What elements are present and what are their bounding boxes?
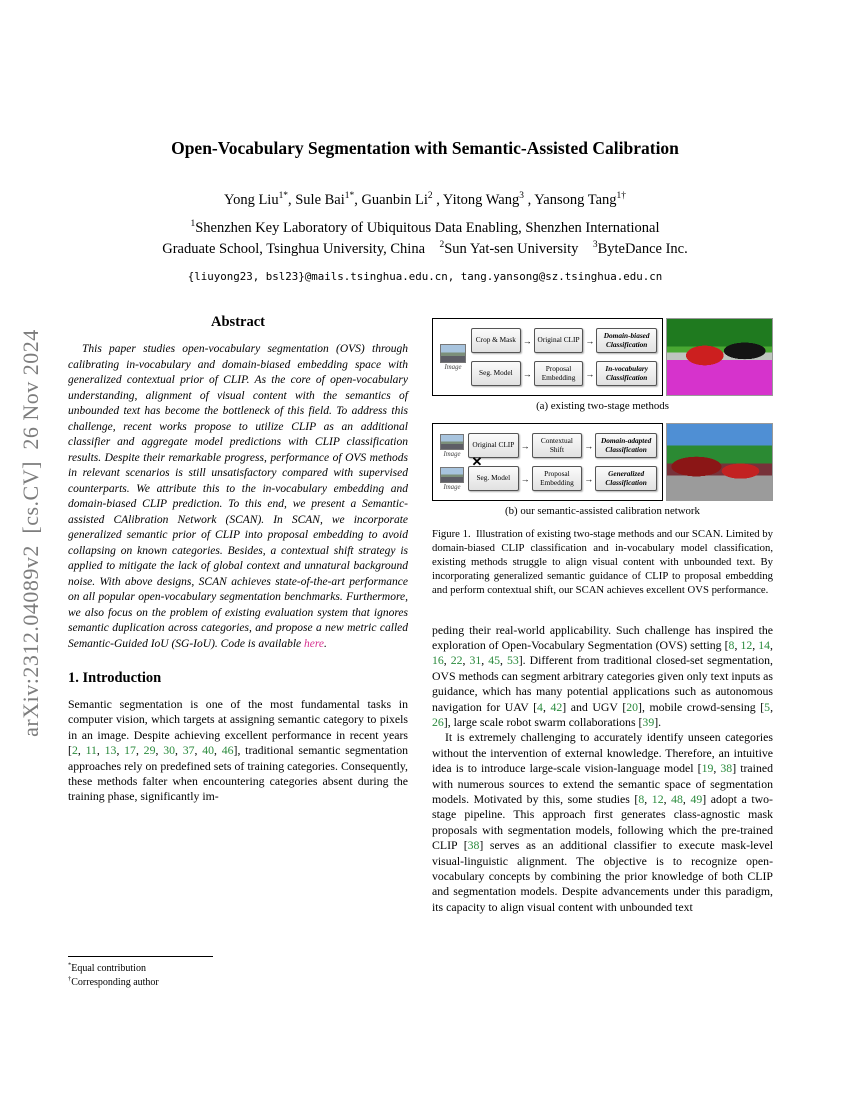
citation-link[interactable]: 53: [506, 653, 519, 668]
arrow-right-icon: →: [584, 440, 594, 451]
footnote-corresponding-author: †Corresponding author: [68, 975, 159, 988]
citation-link[interactable]: 38: [720, 761, 733, 776]
citation-link[interactable]: 14: [758, 637, 771, 652]
input-image-block: [438, 344, 468, 371]
citation-link[interactable]: 39: [642, 714, 655, 729]
hyperlink[interactable]: here: [304, 637, 325, 650]
input-image-thumbnail: [440, 434, 464, 450]
segmentation-result-b: [666, 423, 773, 501]
arxiv-watermark: arXiv:2312.04089v2 [cs.CV] 26 Nov 2024: [18, 329, 43, 737]
citation-link[interactable]: 45: [488, 653, 500, 668]
flow-row-seg-path: [471, 361, 657, 386]
paper-header: [0, 138, 850, 283]
in-vocabulary-classification-box: In-vocabulary Classification: [596, 361, 657, 386]
citation-link[interactable]: 37: [182, 743, 195, 758]
citation-link[interactable]: 20: [626, 699, 639, 714]
citation-link[interactable]: 5: [764, 699, 771, 714]
flow-row-clip-path: [471, 328, 657, 353]
arrow-right-icon: →: [585, 368, 595, 379]
citation-link[interactable]: 19: [701, 761, 714, 776]
paper-title: Open-Vocabulary Segmentation with Semantic-Assisted Calibration: [171, 138, 679, 158]
citation-link[interactable]: 26: [432, 714, 444, 729]
input-image-thumbnail: [440, 344, 466, 363]
footnote-rule: [68, 956, 213, 957]
footnote-equal-contribution: *Equal contribution: [68, 961, 146, 974]
seg-model-box: Seg. Model: [471, 361, 521, 386]
citation-link[interactable]: 46: [221, 743, 234, 758]
input-image-block-top: [438, 434, 466, 458]
citation-link[interactable]: 42: [550, 699, 563, 714]
citation-link[interactable]: 4: [537, 699, 543, 714]
figure-1: [432, 318, 773, 598]
diagram-scan: [432, 423, 663, 501]
citation-link[interactable]: 16: [432, 653, 444, 668]
arrow-right-icon: →: [585, 335, 595, 346]
citation-link[interactable]: 29: [143, 743, 156, 758]
panel-b-caption: (b) our semantic-assisted calibration network: [505, 505, 700, 517]
arrow-right-icon: →: [584, 473, 594, 484]
body-paragraph-2: It is extremely challenging to accurately identify unseen categories without the intervention of external knowledge. Therefore, an intuitive idea is to introduce large-scale vision-language model [19, 38] trained with numerous sources to extend the semantic space of segmentation models. Motivated by this, some studies [8, 12, 48, 49] adopt a two-stage pipeline. This approach first generates class-agnostic mask proposals with segmentation models, following which the pre-trained CLIP [38] serves as an additional classifier to execute mask-level visual-linguistic alignment. The objective is to recognize open-vocabulary concepts by combining the prior knowledge of both CLIP and segmentation models. Despite advancements under this paradigm, its capacity to align visual content with unbounded text: [432, 730, 773, 914]
citation-link[interactable]: 48: [671, 792, 683, 806]
citation-link[interactable]: 22: [450, 653, 463, 668]
figure-panel-b: [432, 423, 773, 501]
citation-link[interactable]: 12: [651, 792, 664, 806]
citation-link[interactable]: 12: [740, 637, 753, 652]
citation-link[interactable]: 49: [690, 792, 703, 806]
panel-a-caption: (a) existing two-stage methods: [536, 400, 669, 412]
arrow-right-icon: →: [520, 440, 530, 451]
seg-model-box: Seg. Model: [468, 466, 519, 491]
arrow-right-icon: →: [522, 368, 532, 379]
domain-biased-classification-box: Domain-biased Classification: [596, 328, 657, 353]
generalized-classification-box: Generalized Classification: [595, 466, 657, 491]
image-label: Image: [444, 363, 462, 371]
authors-line: Yong Liu$^{1*}$, Sule Bai$^{1*}$, Guanbin Li$^2$ , Yitong Wang$^3$ , Yansong Tang$^{1\dagger}$: [224, 191, 626, 208]
affiliation-line-2: Graduate School, Tsinghua University, China $^2$Sun Yat-sen University $^3$ByteDance Inc.: [162, 240, 688, 257]
body-paragraph-1: peding their real-world applicability. Such challenge has inspired the exploration of Open-Vocabulary Segmentation (OVS) setting [8, 12, 14, 16, 22, 31, 45, 53]. Different from traditional closed-set segmentation, OVS methods can segment arbitrary categories given only text inputs as guidance, which has many potential applications such as autonomous navigation for UAV [4, 42] and UGV [20], mobile crowd-sensing [5, 26], large scale robot swarm collaborations [39].: [432, 622, 774, 729]
contextual-shift-box: Contextual Shift: [532, 433, 583, 458]
input-image-block-bottom: [438, 467, 466, 491]
original-clip-box: Original CLIP: [534, 328, 584, 353]
arrow-right-icon: →: [522, 335, 532, 346]
image-label: Image: [443, 450, 461, 458]
intro-paragraph: Semantic segmentation is one of the most fundamental tasks in computer vision, which targets at assigning semantic category to pixels in an image. Despite achieving excellent performance in recent years [2, 11, 13, 17, 29, 30, 37, 40, 46], traditional semantic segmentation approaches rely on predefined sets of training categories. Consequently, these methods falter when encountering categories absent during the training phase, significantly im-: [68, 697, 409, 804]
citation-link[interactable]: 30: [163, 743, 175, 758]
citation-link[interactable]: 8: [728, 637, 735, 652]
proposal-embedding-box: Proposal Embedding: [534, 361, 584, 386]
original-clip-box: Original CLIP: [468, 433, 519, 458]
citation-link[interactable]: 11: [85, 743, 97, 758]
domain-adapted-classification-box: Domain-adapted Classification: [595, 433, 657, 458]
crop-mask-box: Crop & Mask: [471, 328, 521, 353]
emails-line: {liuyong23, bsl23}@mails.tsinghua.edu.cn, tang.yansong@sz.tsinghua.edu.cn: [187, 270, 663, 283]
section-heading-introduction: 1. Introduction: [68, 670, 162, 686]
citation-link[interactable]: 40: [202, 743, 215, 758]
abstract-text: This paper studies open-vocabulary segmentation (OVS) through calibrating in-vocabulary and domain-biased embedding space with generalized contextual prior of CLIP. As the core of open-vocabulary understanding, alignment of visual content with the semantics of unbounded text has become the bottleneck of this field. To address this challenge, recent works propose to utilize CLIP as an additional classifier and aggregate model predictions with CLIP classification results. Despite their remarkable progress, performance of OVS methods in relevant scenarios is still unsatisfactory compared with supervised counterparts. We attribute this to the in-vocabulary embedding and domain-biased CLIP prediction. To this end, we present a Semantic-assisted CAlibration Network (SCAN). In SCAN, we incorporate generalized semantic prior of CLIP into proposal embedding to avoid collapsing on known categories. Besides, a contextual shift strategy is applied to mitigate the lack of global context and unnatural background noise. With above designs, SCAN achieves state-of-the-art performance on all popular open-vocabulary segmentation benchmarks. Furthermore, we also focus on the problem of existing evaluation system that ignores semantic duplication across categories, and propose a new metric called Semantic-Guided IoU (SG-IoU). Code is available here.: [68, 343, 408, 650]
input-image-thumbnail: [440, 467, 464, 483]
abstract-heading: Abstract: [211, 314, 265, 330]
segmentation-result-a: [666, 318, 773, 396]
citation-link[interactable]: 8: [638, 792, 645, 806]
figure-caption: Figure 1. Illustration of existing two-stage methods and our SCAN. Limited by domain-biased CLIP classification and in-vocabulary model classification, existing methods struggle to align visual content with unbounded text. By incorporating generalized semantic guidance of CLIP to proposal embedding and perform contextual shift, our SCAN achieves excellent OVS performance.: [432, 528, 773, 596]
affiliation-line-1: $^1$Shenzhen Key Laboratory of Ubiquitous Data Enabling, Shenzhen International: [190, 219, 660, 236]
image-label: Image: [443, 483, 461, 491]
citation-link[interactable]: 31: [469, 653, 482, 668]
arrow-right-icon: →: [520, 473, 530, 484]
citation-link[interactable]: 2: [71, 743, 78, 758]
figure-panel-a: [432, 318, 773, 396]
cross-connection-icon: ✕: [471, 454, 483, 469]
citation-link[interactable]: 38: [467, 838, 480, 853]
left-column: [68, 314, 408, 805]
citation-link[interactable]: 17: [124, 743, 136, 758]
right-column: [432, 318, 773, 915]
footnotes: [68, 956, 408, 990]
proposal-embedding-box: Proposal Embedding: [532, 466, 583, 491]
flows-a: [471, 328, 657, 386]
diagram-existing-methods: [432, 318, 663, 396]
citation-link[interactable]: 13: [104, 743, 117, 758]
